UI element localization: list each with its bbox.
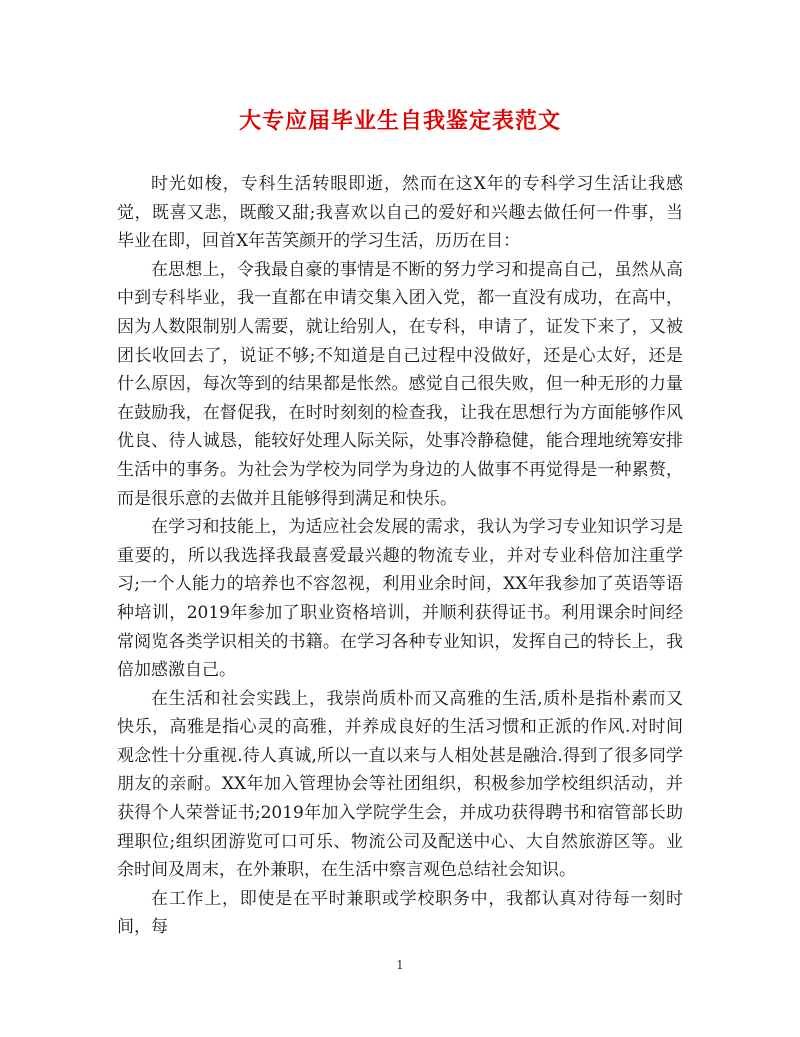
- paragraph-study: 在学习和技能上，为适应社会发展的需求，我认为学习专业知识学习是重要的，所以我选择我最喜爱最兴趣的物流专业，并对专业科倍加注重学习;一个人能力的培养也不容忽视，利用业余时间，XX年我参加了英语等语种培训，2019年参加了职业资格培训，并顺利获得证书。利用课余时间经常阅览各类学识相关的书籍。在学习各种专业知识，发挥自己的特长上，我倍加感激自己。: [117, 517, 683, 681]
- paragraph-life: 在生活和社会实践上，我崇尚质朴而又高雅的生活,质朴是指朴素而又快乐，高雅是指心灵的高雅，并养成良好的生活习惯和正派的作风.对时间观念性十分重视.待人真诚,所以一直以来与人相处甚是融洽.得到了很多同学朋友的亲耐。XX年加入管理协会等社团组织，积极参加学校组织活动，并获得个人荣誉证书;2019年加入学院学生会，并成功获得聘书和宿管部长助理职位;组织团游览可口可乐、物流公司及配送中心、大自然旅游区等。业余时间及周末，在外兼职，在生活中察言观色总结社会知识。: [117, 688, 683, 881]
- paragraph-intro: 时光如梭，专科生活转眼即逝，然而在这X年的专科学习生活让我感觉，既喜又悲，既酸又甜;我喜欢以自己的爱好和兴趣去做任何一件事，当毕业在即，回首X年苦笑颜开的学习生活，历历在目：: [117, 174, 683, 252]
- paragraph-thought: 在思想上，令我最自豪的事情是不断的努力学习和提高自己，虽然从高中到专科毕业，我一直都在申请交集入团入党，都一直没有成功，在高中，因为人数限制别人需要，就让给别人，在专科，申请了，证发下来了，又被团长收回去了，说证不够;不知道是自己过程中没做好，还是心太好，还是什么原因，每次等到的结果都是怅然。感觉自己很失败，但一种无形的力量在鼓励我，在督促我，在时时刻刻的检查我，让我在思想行为方面能够作风优良、待人诚恳，能较好处理人际关际，处事冷静稳健，能合理地统筹安排生活中的事务。为社会为学校为同学为身边的人做事不再觉得是一种累赘，而是很乐意的去做并且能够得到满足和快乐。: [117, 259, 683, 509]
- document-title: 大专应届毕业生自我鉴定表范文: [238, 108, 561, 134]
- page-number: 1: [396, 958, 404, 972]
- document-body: [117, 170, 683, 942]
- paragraph-work: 在工作上，即使是在平时兼职或学校职务中，我都认真对待每一刻时间，每: [117, 888, 683, 938]
